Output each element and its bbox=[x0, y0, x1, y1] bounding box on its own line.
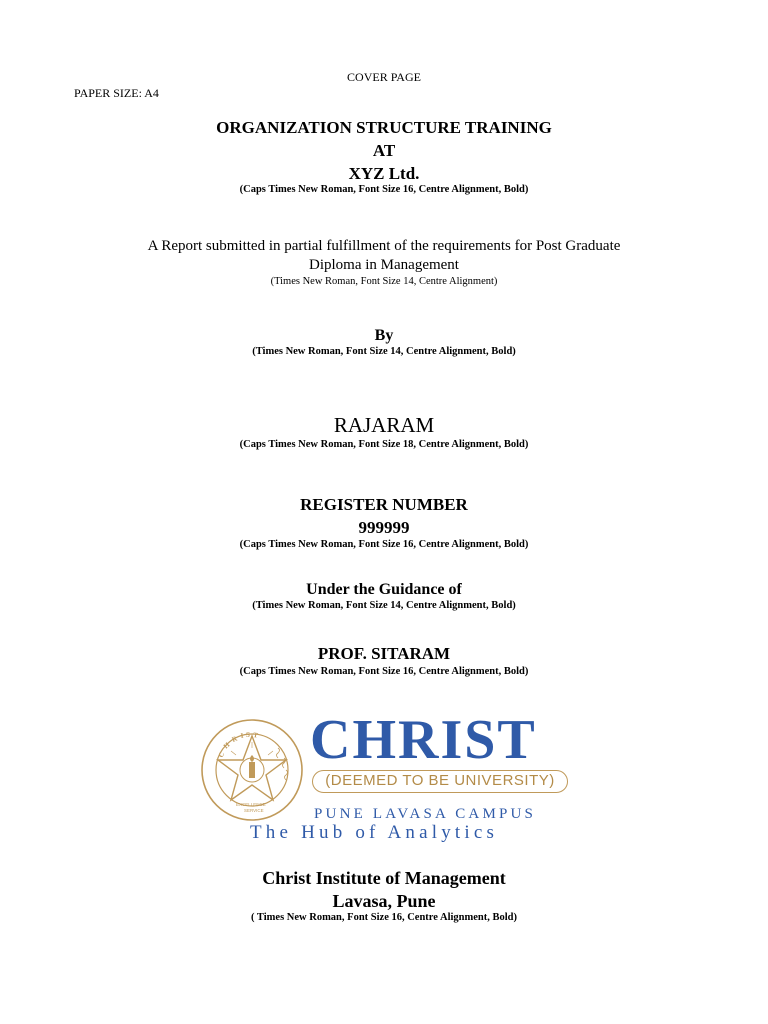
institute-format-note: ( Times New Roman, Font Size 16, Centre Alignment, Bold) bbox=[251, 912, 517, 923]
title-format-note: (Caps Times New Roman, Font Size 16, Centre Alignment, Bold) bbox=[239, 184, 529, 195]
report-statement-line1: A Report submitted in partial fulfillment of the requirements for Post Graduate bbox=[147, 238, 621, 254]
student-name: RAJARAM bbox=[333, 413, 435, 437]
university-seal-icon bbox=[200, 718, 304, 822]
christ-brand-name: CHRIST bbox=[310, 709, 537, 771]
guidance-format-note: (Times New Roman, Font Size 14, Centre Alignment, Bold) bbox=[252, 600, 516, 611]
svg-text:R: R bbox=[230, 734, 239, 744]
register-number-label: REGISTER NUMBER bbox=[300, 495, 468, 514]
report-format-note: (Times New Roman, Font Size 14, Centre Alignment) bbox=[270, 276, 498, 287]
svg-text:EXCELLENCE: EXCELLENCE bbox=[236, 802, 266, 807]
svg-text:SERVICE: SERVICE bbox=[244, 808, 264, 813]
cover-page-label: COVER PAGE bbox=[347, 70, 421, 84]
report-statement-line2: Diploma in Management bbox=[309, 257, 459, 273]
student-format-note: (Caps Times New Roman, Font Size 18, Centre Alignment, Bold) bbox=[239, 439, 529, 450]
campus-tagline: The Hub of Analytics bbox=[250, 822, 499, 843]
report-title-line1: ORGANIZATION STRUCTURE TRAINING bbox=[216, 118, 552, 137]
svg-text:H: H bbox=[221, 740, 232, 751]
deemed-university-subtitle: (DEEMED TO BE UNIVERSITY) bbox=[312, 770, 568, 793]
by-label: By bbox=[374, 327, 394, 344]
by-format-note: (Times New Roman, Font Size 14, Centre Alignment, Bold) bbox=[252, 346, 516, 357]
institute-name: Christ Institute of Management bbox=[262, 868, 506, 888]
report-title-line2: AT bbox=[372, 141, 396, 160]
report-title-line3: XYZ Ltd. bbox=[348, 164, 420, 183]
guidance-label: Under the Guidance of bbox=[306, 581, 462, 598]
institute-place: Lavasa, Pune bbox=[332, 891, 436, 911]
paper-size-label: PAPER SIZE: A4 bbox=[74, 86, 159, 100]
campus-name: PUNE LAVASA CAMPUS bbox=[314, 806, 537, 822]
register-number-value: 999999 bbox=[358, 518, 410, 537]
svg-text:I: I bbox=[240, 731, 244, 740]
register-format-note: (Caps Times New Roman, Font Size 16, Centre Alignment, Bold) bbox=[239, 539, 529, 550]
svg-text:S: S bbox=[246, 731, 250, 739]
svg-text:T: T bbox=[252, 731, 259, 740]
guide-name: PROF. SITARAM bbox=[317, 644, 451, 663]
guide-format-note: (Caps Times New Roman, Font Size 16, Centre Alignment, Bold) bbox=[239, 666, 529, 677]
svg-text:C: C bbox=[216, 750, 227, 759]
